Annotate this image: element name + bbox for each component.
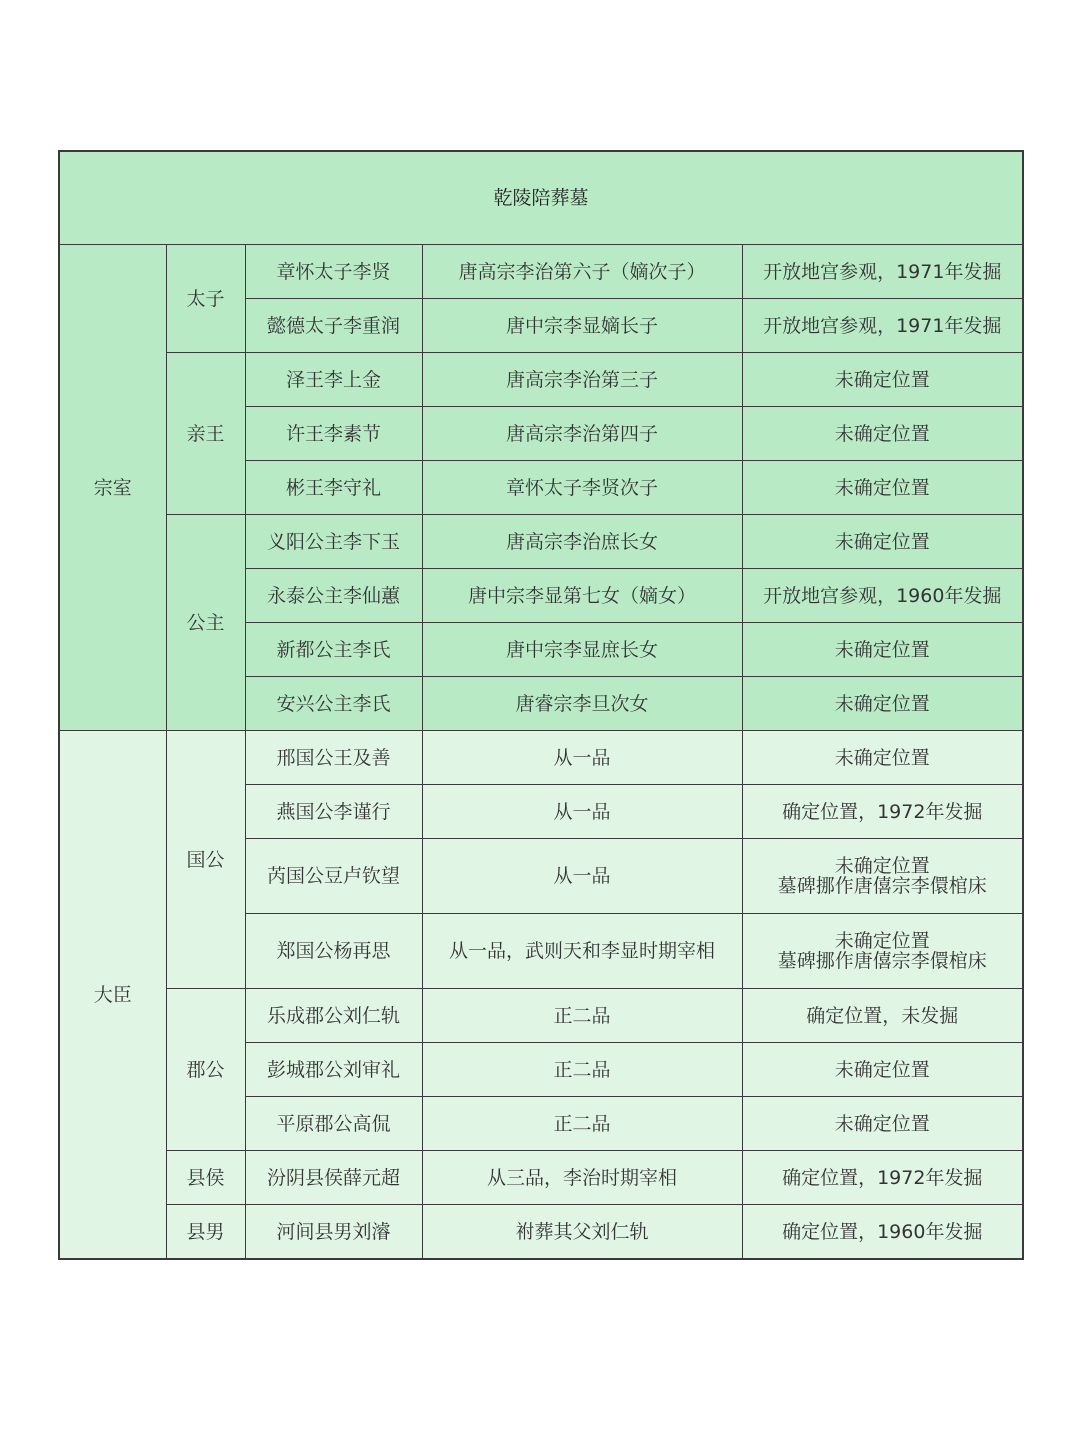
status-note-line: 墓碑挪作唐僖宗李儇棺床 [777, 950, 987, 972]
subgroup-cell: 郡公 [166, 989, 245, 1151]
name-cell: 安兴公主李氏 [245, 677, 422, 731]
name-cell: 义阳公主李下玉 [245, 515, 422, 569]
status-cell: 未确定位置 [742, 515, 1023, 569]
table-row [59, 1205, 1023, 1260]
table-row [59, 353, 1023, 407]
relation-cell: 正二品 [422, 1043, 742, 1097]
relation-cell: 祔葬其父刘仁轨 [422, 1205, 742, 1260]
table-row [59, 989, 1023, 1043]
relation-cell: 唐高宗李治第三子 [422, 353, 742, 407]
status-cell [742, 839, 1023, 914]
status-cell: 开放地宫参观，1971年发掘 [742, 245, 1023, 299]
status-cell: 未确定位置 [742, 353, 1023, 407]
subgroup-cell: 县侯 [166, 1151, 245, 1205]
name-cell: 彭城郡公刘审礼 [245, 1043, 422, 1097]
subgroup-cell: 国公 [166, 731, 245, 989]
status-line: 未确定位置 [834, 930, 930, 952]
tomb-table [58, 150, 1024, 1260]
name-cell: 平原郡公高侃 [245, 1097, 422, 1151]
relation-cell: 唐睿宗李旦次女 [422, 677, 742, 731]
subgroup-cell: 县男 [166, 1205, 245, 1260]
name-cell: 汾阴县侯薛元超 [245, 1151, 422, 1205]
status-cell: 未确定位置 [742, 731, 1023, 785]
table-row [59, 731, 1023, 785]
table-row [59, 515, 1023, 569]
status-cell: 确定位置，1960年发掘 [742, 1205, 1023, 1260]
relation-cell: 唐高宗李治庶长女 [422, 515, 742, 569]
table-row [59, 1151, 1023, 1205]
category-cell: 大臣 [59, 731, 166, 1260]
category-cell: 宗室 [59, 245, 166, 731]
status-cell: 未确定位置 [742, 1097, 1023, 1151]
relation-cell: 从一品 [422, 785, 742, 839]
status-cell: 确定位置，1972年发掘 [742, 1151, 1023, 1205]
status-cell: 未确定位置 [742, 1043, 1023, 1097]
table-row [59, 245, 1023, 299]
status-cell [742, 914, 1023, 989]
relation-cell: 正二品 [422, 1097, 742, 1151]
name-cell: 永泰公主李仙蕙 [245, 569, 422, 623]
status-cell: 未确定位置 [742, 623, 1023, 677]
relation-cell: 章怀太子李贤次子 [422, 461, 742, 515]
name-cell: 许王李素节 [245, 407, 422, 461]
relation-cell: 正二品 [422, 989, 742, 1043]
relation-cell: 唐中宗李显第七女（嫡女） [422, 569, 742, 623]
status-cell: 开放地宫参观，1971年发掘 [742, 299, 1023, 353]
name-cell: 彬王李守礼 [245, 461, 422, 515]
relation-cell: 从一品，武则天和李显时期宰相 [422, 914, 742, 989]
group-ministers [59, 731, 1023, 1260]
subgroup-cell: 太子 [166, 245, 245, 353]
name-cell: 乐成郡公刘仁轨 [245, 989, 422, 1043]
name-cell: 泽王李上金 [245, 353, 422, 407]
relation-cell: 唐中宗李显嫡长子 [422, 299, 742, 353]
name-cell: 懿德太子李重润 [245, 299, 422, 353]
status-cell: 开放地宫参观，1960年发掘 [742, 569, 1023, 623]
subgroup-cell: 公主 [166, 515, 245, 731]
name-cell: 新都公主李氏 [245, 623, 422, 677]
status-cell: 未确定位置 [742, 407, 1023, 461]
name-cell: 邢国公王及善 [245, 731, 422, 785]
subgroup-cell: 亲王 [166, 353, 245, 515]
relation-cell: 从一品 [422, 731, 742, 785]
relation-cell: 唐中宗李显庶长女 [422, 623, 742, 677]
status-cell: 未确定位置 [742, 461, 1023, 515]
name-cell: 河间县男刘濬 [245, 1205, 422, 1260]
name-cell: 章怀太子李贤 [245, 245, 422, 299]
status-note-line: 墓碑挪作唐僖宗李儇棺床 [777, 875, 987, 897]
group-royal [59, 245, 1023, 731]
status-line: 未确定位置 [834, 855, 930, 877]
status-cell: 确定位置，1972年发掘 [742, 785, 1023, 839]
table-title: 乾陵陪葬墓 [59, 151, 1023, 245]
relation-cell: 唐高宗李治第四子 [422, 407, 742, 461]
name-cell: 郑国公杨再思 [245, 914, 422, 989]
name-cell: 燕国公李谨行 [245, 785, 422, 839]
name-cell: 芮国公豆卢钦望 [245, 839, 422, 914]
relation-cell: 唐高宗李治第六子（嫡次子） [422, 245, 742, 299]
status-cell: 确定位置，未发掘 [742, 989, 1023, 1043]
relation-cell: 从三品，李治时期宰相 [422, 1151, 742, 1205]
status-cell: 未确定位置 [742, 677, 1023, 731]
relation-cell: 从一品 [422, 839, 742, 914]
